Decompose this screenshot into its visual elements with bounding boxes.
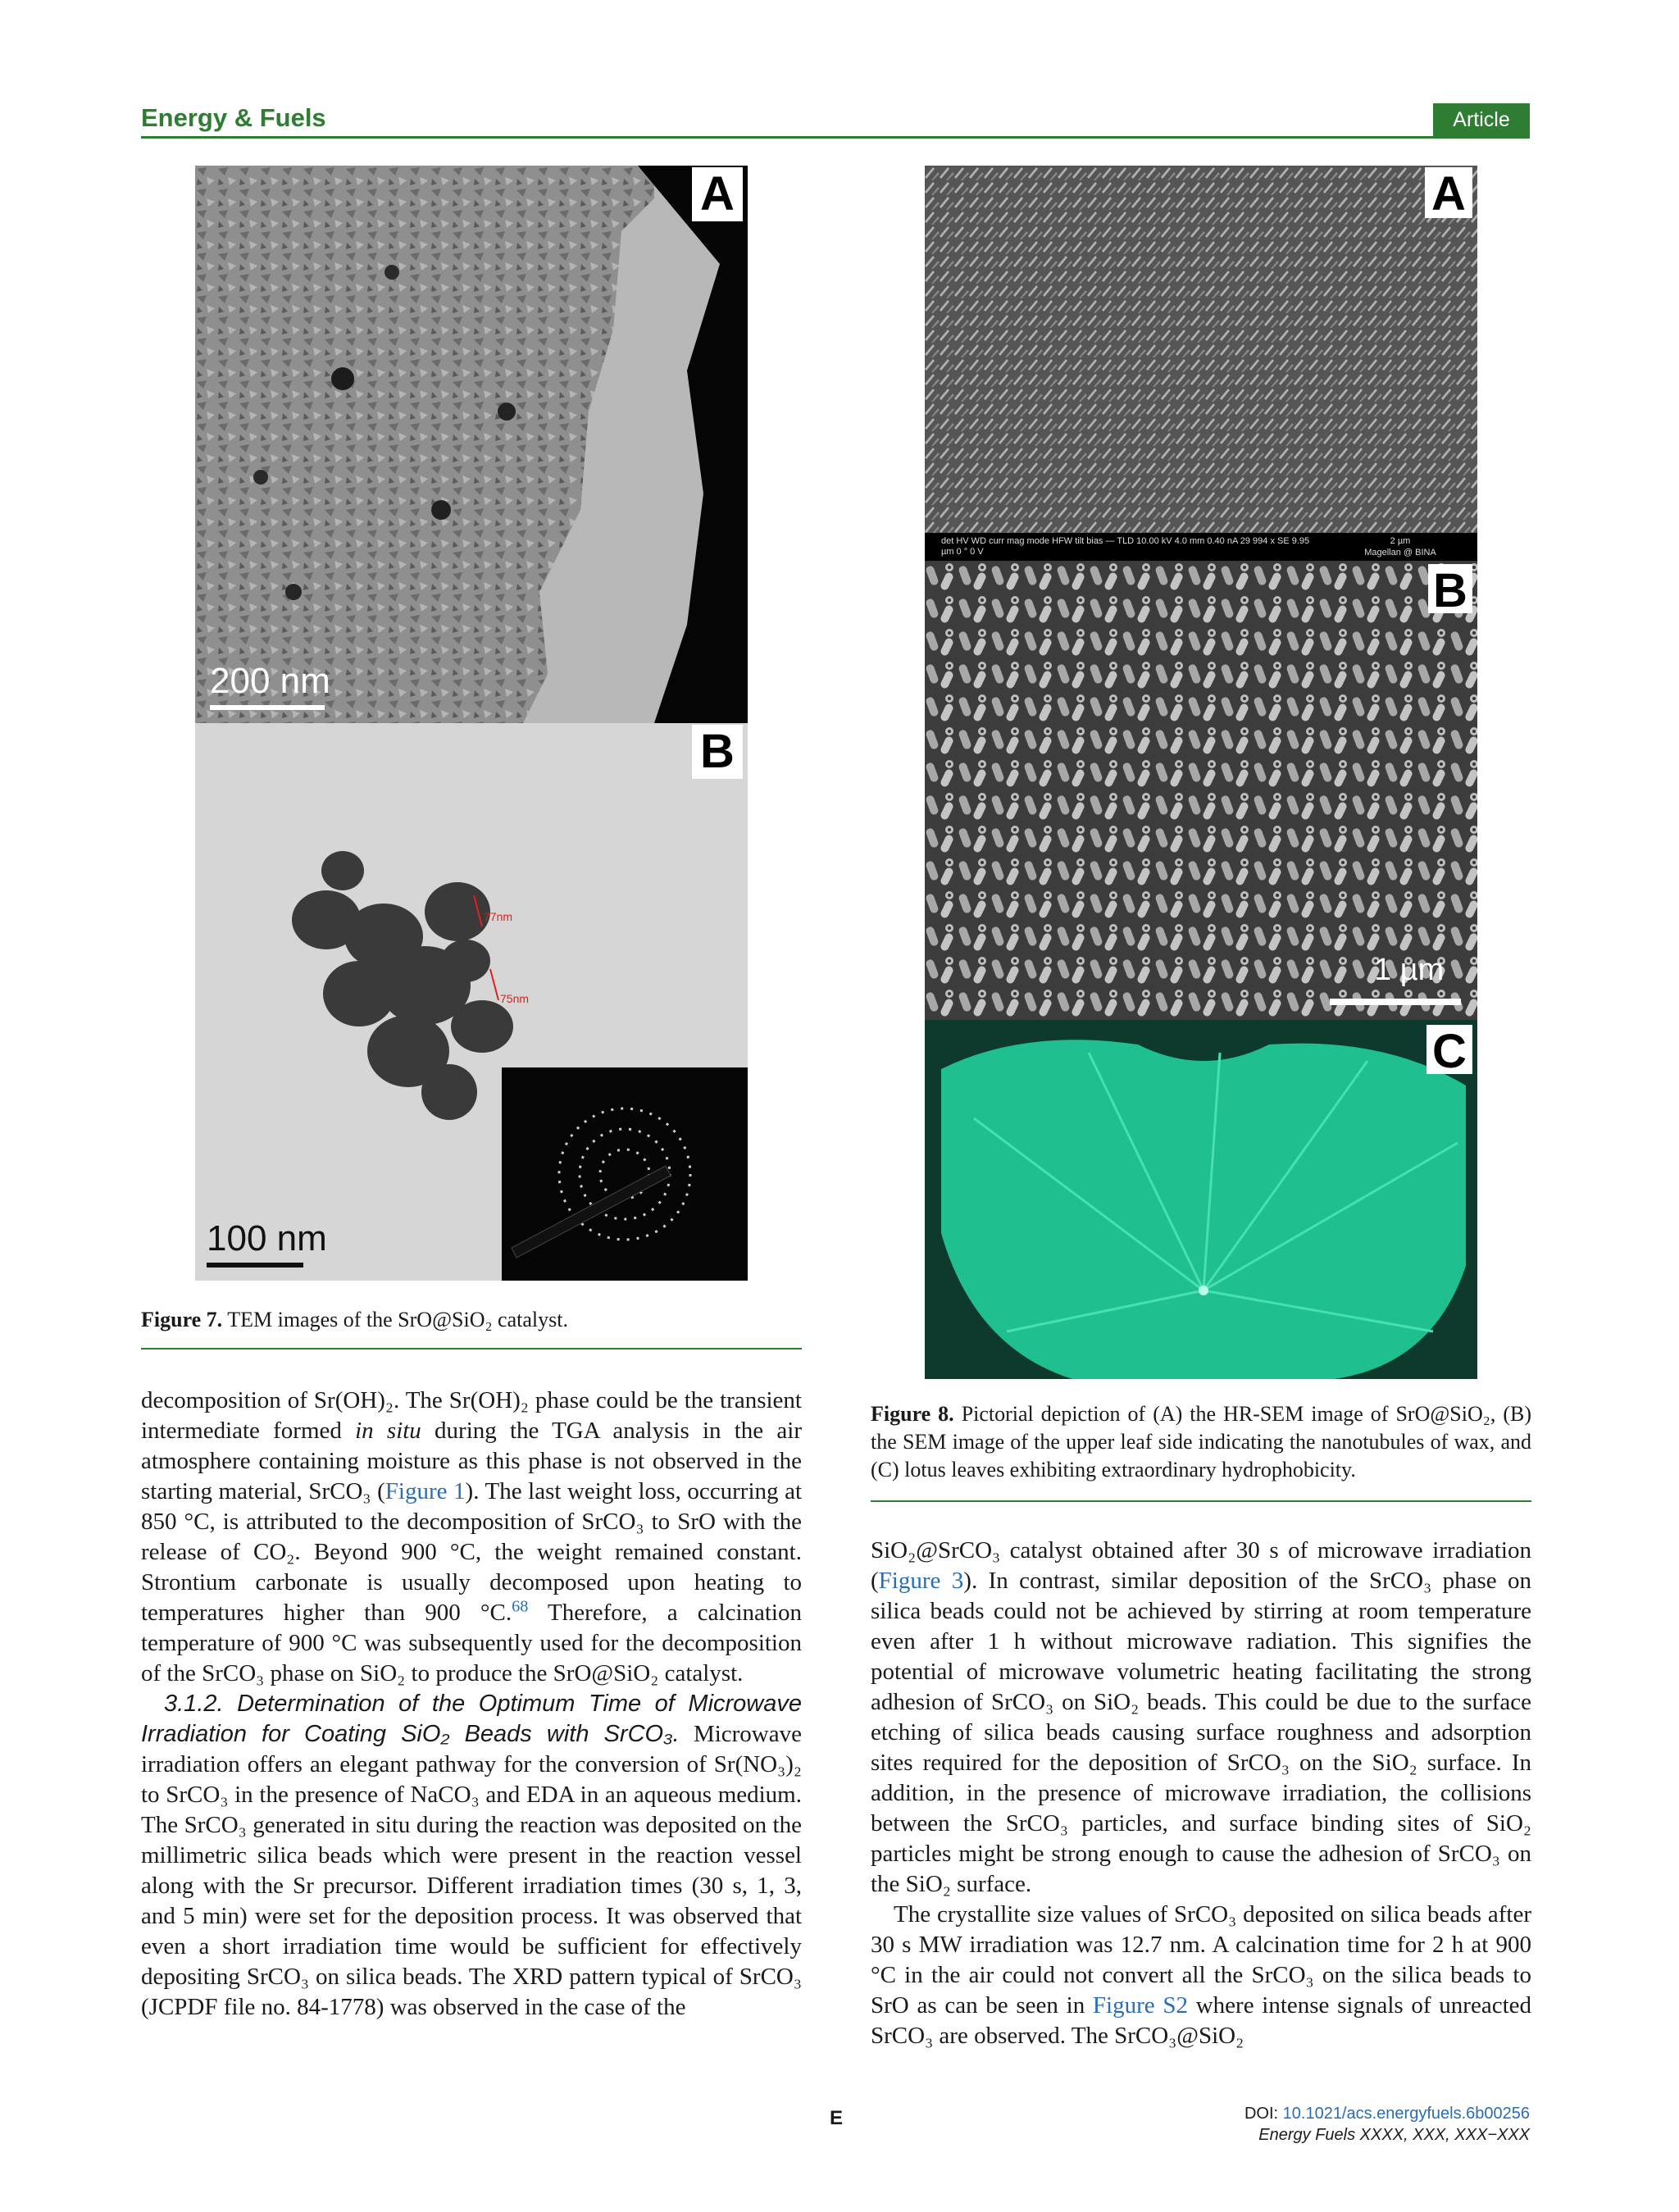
figure8-caption-text: Pictorial depiction of (A) the HR-SEM image of SrO@SiO₂, (B) the SEM image of the upper leaf side indicating the nanotubules of wax, and (C) lotus leaves exhibiting extraordinary hydrophobicity. — [871, 1402, 1531, 1481]
doi-line — [1244, 2103, 1530, 2124]
figure7-panel-a-scale-bar — [210, 705, 325, 710]
figure8-panel-b-scale-label: 1 µm — [1374, 953, 1445, 987]
figure-1-link[interactable]: Figure 1 — [384, 1478, 466, 1504]
figure7-panel-b-scale-bar — [207, 1263, 303, 1268]
right-para1-part-b: ). In contrast, similar deposition of the SrCO₃ phase on silica beads could not be achieved by stirring at room temperature even after 1 h without microwave radiation. This signifies the potential of microwave volumetric heating facilitating the strong adhesion of SrCO₃ on SiO₂ beads. This could be due to the surface etching of silica beads causing surface roughness and adsorption sites required for the deposition of SrCO₃ on the SiO₂ surface. In addition, in the presence of microwave irradiation, the collisions between the SrCO₃ particles, and surface binding sites of SiO₂ particles might be strong enough to cause the adhesion of SrCO₃ on the SiO₂ surface. — [871, 1568, 1531, 1897]
left-para2-text: Microwave irradiation offers an elegant pathway for the conversion of Sr(NO₃)₂ to SrCO₃ in the presence of NaCO₃ and EDA in an aqueous medium. The SrCO₃ generated in situ during the reaction was deposited on the millimetric silica beads which were present in the reaction vessel along with the Sr precursor. Different irradiation times (30 s, 1, 3, and 5 min) were set for the deposition process. It was observed that even a short irradiation time would be sufficient for effectively depositing SrCO₃ on silica beads. The XRD pattern typical of SrCO₃ (JCPDF file no. 84-1778) was observed in the case of the — [141, 1721, 802, 2020]
figure-3-link[interactable]: Figure 3 — [878, 1568, 964, 1594]
figure8-panel-a — [925, 166, 1477, 561]
journal-title: Energy & Fuels — [141, 103, 326, 132]
doi-label: DOI: — [1244, 2105, 1283, 2123]
figure8-panel-a-letter: A — [1425, 167, 1472, 218]
right-para2-part-a: The crystallite size values of SrCO₃ deposited on silica beads after 30 s MW irradiation was 12.7 nm. A calcination time for 2 h at 900 °C in the air could not convert all the SrCO₃ on the silica beads to SrO as can be seen in — [871, 1901, 1531, 2019]
article-badge: Article — [1433, 103, 1530, 137]
left-paragraph-1 — [141, 1386, 802, 1689]
figure7-panel-b — [195, 723, 748, 1281]
figure8-sem-brand: Magellan @ BINA — [1335, 548, 1466, 558]
figure7-panel-a-letter: A — [692, 167, 743, 221]
figure8-sem-metadata: det HV WD curr mag mode HFW tilt bias — TLD 10.00 kV 4.0 mm 0.40 nA 29 994 x SE 9.95 µm 0 ° 0 V — [941, 536, 1318, 558]
right-para1-part-a: SiO₂@SrCO₃ catalyst obtained after 30 s of microwave irradiation ( — [871, 1537, 1531, 1594]
figure8-caption-label: Figure 8. — [871, 1402, 954, 1426]
figure7-caption-label: Figure 7. — [141, 1308, 223, 1331]
section-subheading: 3.1.2. Determination of the Optimum Time of Microwave Irradiation for Coating SiO₂ Beads with SrCO₃. — [141, 1691, 802, 1747]
figure7-measure-1: 77nm — [484, 910, 513, 923]
figure-s2-link[interactable]: Figure S2 — [1092, 1992, 1188, 2019]
figure8-panel-c-letter: C — [1426, 1025, 1472, 1074]
left-para1-part-b: during the TGA analysis in the air atmosphere containing moisture as this phase is not observed in the starting material, SrCO₃ ( — [141, 1418, 802, 1504]
left-para1-italic: in situ — [355, 1418, 421, 1444]
footer-doi — [1244, 2103, 1530, 2146]
left-column-text — [141, 1386, 802, 2023]
header-rule — [141, 136, 1530, 139]
figure7-panel-b-scale-label: 100 nm — [207, 1218, 327, 1258]
doi-link[interactable]: 10.1021/acs.energyfuels.6b00256 — [1282, 2105, 1530, 2123]
right-column-text — [871, 1536, 1531, 2051]
figure8-sem-scale: 2 µm — [1335, 536, 1466, 547]
left-para1-part-d: Therefore, a calcination temperature of 900 °C was subsequently used for the decomposition of the SrCO₃ phase on SiO₂ to produce the SrO@SiO₂ catalyst. — [141, 1600, 802, 1686]
figure7-panel-a — [195, 166, 748, 723]
right-para2-part-b: where intense signals of unreacted SrCO₃ are observed. The SrCO₃@SiO₂ — [871, 1992, 1532, 2049]
right-paragraph-2 — [871, 1900, 1531, 2051]
reference-68-link[interactable]: 68 — [512, 1597, 529, 1616]
left-para1-part-a: decomposition of Sr(OH)₂. The Sr(OH)₂ phase could be the transient intermediate formed — [141, 1387, 802, 1444]
figure8-panel-b-letter: B — [1428, 564, 1472, 613]
figure8-panel-c — [925, 1020, 1477, 1379]
figure7-measure-2: 75nm — [500, 992, 530, 1005]
figure8-panel-b — [925, 561, 1477, 1020]
figure8-caption-rule — [871, 1500, 1531, 1502]
figure8-panel-b-scale-bar — [1330, 999, 1461, 1005]
left-para1-part-c: ). The last weight loss, occurring at 850 °C, is attributed to the decomposition of SrCO₃ to SrO with the release of CO₂. Beyond 900 °C, the weight remained constant. Strontium carbonate is usually decomposed upon heating to temperatures higher than 900 °C. — [141, 1478, 803, 1626]
figure7-caption-rule — [141, 1348, 802, 1350]
citation-line: Energy Fuels XXXX, XXX, XXX−XXX — [1258, 2126, 1530, 2144]
figure8-caption — [871, 1400, 1531, 1484]
figure7-caption-text: TEM images of the SrO@SiO₂ catalyst. — [227, 1308, 568, 1331]
figure7-panel-b-letter: B — [692, 725, 743, 779]
page-number: E — [830, 2107, 844, 2129]
figure7-caption — [141, 1306, 802, 1334]
figure7-panel-a-scale-label: 200 nm — [210, 661, 330, 701]
right-paragraph-1 — [871, 1536, 1531, 1900]
left-paragraph-2 — [141, 1689, 802, 2023]
